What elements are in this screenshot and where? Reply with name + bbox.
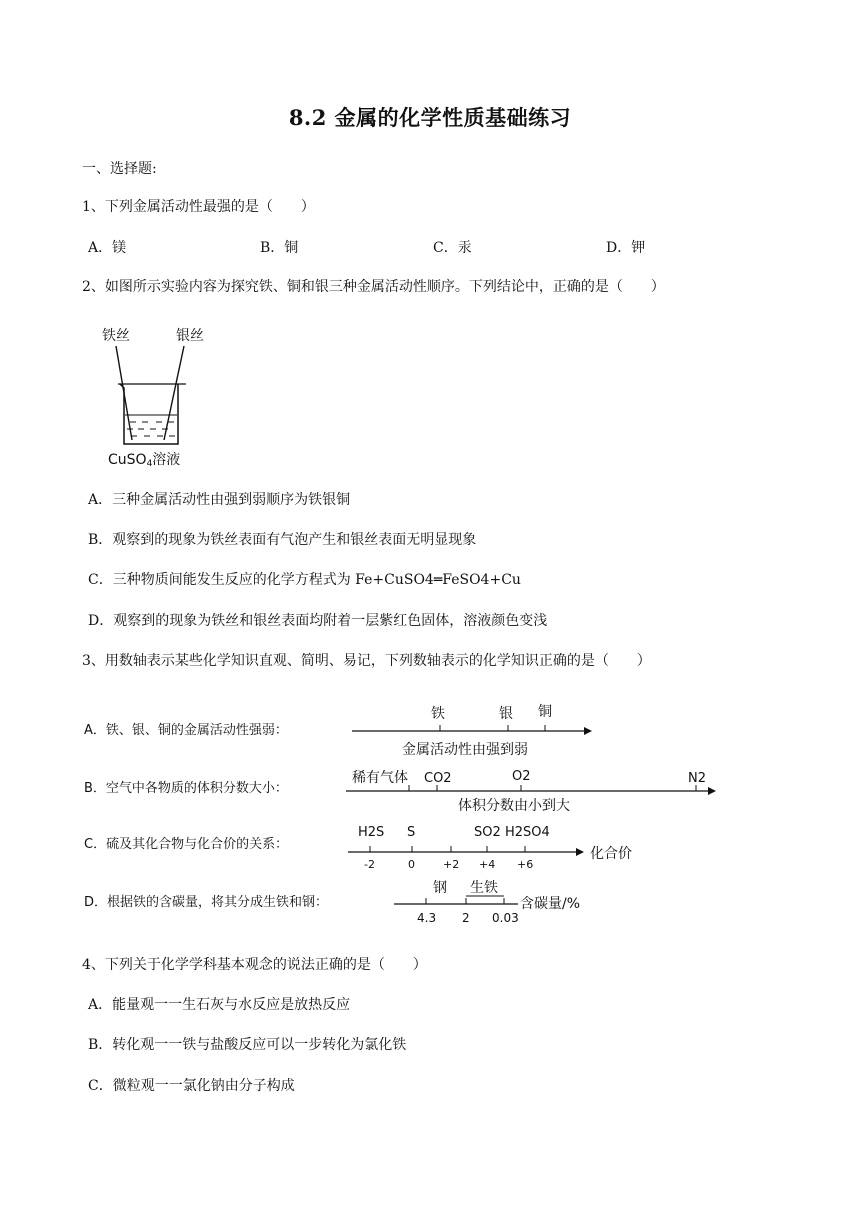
question-2-option-d[interactable]: D．观察到的现象为铁丝和银丝表面均附着一层紫红色固体，溶液颜色变浅	[88, 613, 548, 629]
axis-c-top-h2so4: H2SO4	[505, 825, 550, 840]
axis-b[interactable]	[84, 760, 734, 816]
question-1-option-a[interactable]: A．镁	[88, 240, 127, 256]
iron-wire-label: 铁丝	[102, 328, 130, 344]
axis-c-top-s: S	[407, 825, 416, 840]
axis-d-top-steel: 钢	[433, 880, 447, 896]
axis-c-bottom-pos2: +2	[443, 858, 460, 871]
solution-label: CuSO4溶液	[108, 452, 181, 469]
question-2-stem: 2、如图所示实验内容为探究铁、铜和银三种金属活动性顺序。下列结论中，正确的是（ ）	[82, 279, 665, 295]
axis-d-caption: 含碳量/%	[520, 896, 581, 912]
axis-c[interactable]	[84, 818, 684, 874]
section-heading: 一、选择题:	[82, 161, 157, 177]
axis-a-mark-copper: 铜	[538, 704, 552, 720]
axis-d-top-pig-iron: 生铁	[470, 880, 498, 896]
axis-b-mark-rare-gas: 稀有气体	[352, 770, 408, 786]
axis-c-caption: 化合价	[590, 846, 632, 862]
axis-c-bottom-neg2: -2	[364, 858, 375, 871]
question-1-stem: 1、下列金属活动性最强的是（ ）	[82, 199, 315, 215]
axis-d[interactable]	[84, 876, 644, 932]
question-1-option-d[interactable]: D．钾	[606, 240, 646, 256]
axis-a-caption: 金属活动性由强到弱	[402, 742, 528, 758]
question-4-option-c[interactable]: C．微粒观一一氯化钠由分子构成	[88, 1078, 295, 1094]
question-2-option-c[interactable]: C．三种物质间能发生反应的化学方程式为 Fe+CuSO4═FeSO4+Cu	[88, 572, 521, 588]
axis-b-caption: 体积分数由小到大	[458, 798, 570, 814]
axis-a-mark-iron: 铁	[431, 706, 445, 722]
axis-a[interactable]	[84, 698, 724, 758]
question-4-stem: 4、下列关于化学学科基本观念的说法正确的是（ ）	[82, 957, 427, 973]
silver-wire-label: 银丝	[176, 328, 204, 344]
question-3-stem: 3、用数轴表示某些化学知识直观、简明、易记，下列数轴表示的化学知识正确的是（ ）	[82, 653, 651, 669]
axis-c-bottom-pos4: +4	[479, 858, 496, 871]
question-1-option-b[interactable]: B．铜	[260, 240, 299, 256]
page-title: 8.2 金属的化学性质基础练习	[288, 105, 572, 130]
axis-c-bottom-0: 0	[408, 858, 415, 871]
question-1-option-c[interactable]: C．汞	[433, 240, 472, 256]
axis-b-mark-n2: N2	[688, 771, 706, 786]
axis-b-label: B．空气中各物质的体积分数大小：	[84, 781, 288, 796]
silver-wire	[164, 346, 184, 440]
axis-c-label: C．硫及其化合物与化合价的关系：	[84, 837, 289, 852]
axis-d-bottom-0.03: 0.03	[492, 911, 519, 925]
question-4-option-b[interactable]: B．转化观一一铁与盐酸反应可以一步转化为氯化铁	[88, 1037, 407, 1053]
question-4-option-a[interactable]: A．能量观一一生石灰与水反应是放热反应	[88, 997, 351, 1013]
axis-a-label: A．铁、银、铜的金属活动性强弱：	[84, 723, 288, 738]
axis-d-bottom-4.3: 4.3	[417, 911, 437, 925]
axis-d-bottom-2: 2	[462, 911, 470, 925]
axis-d-label: D．根据铁的含碳量，将其分成生铁和钢：	[84, 895, 329, 910]
question-2-option-b[interactable]: B．观察到的现象为铁丝表面有气泡产生和银丝表面无明显现象	[88, 532, 477, 548]
beaker-figure	[96, 322, 216, 472]
axis-a-mark-silver: 银	[499, 706, 513, 722]
axis-c-top-h2s: H2S	[358, 825, 385, 840]
axis-c-top-so2: SO2	[474, 825, 501, 840]
axis-b-mark-co2: CO2	[424, 771, 452, 786]
question-2-option-a[interactable]: A．三种金属活动性由强到弱顺序为铁银铜	[88, 492, 351, 508]
axis-b-mark-o2: O2	[512, 769, 531, 784]
axis-c-bottom-pos6: +6	[517, 858, 534, 871]
